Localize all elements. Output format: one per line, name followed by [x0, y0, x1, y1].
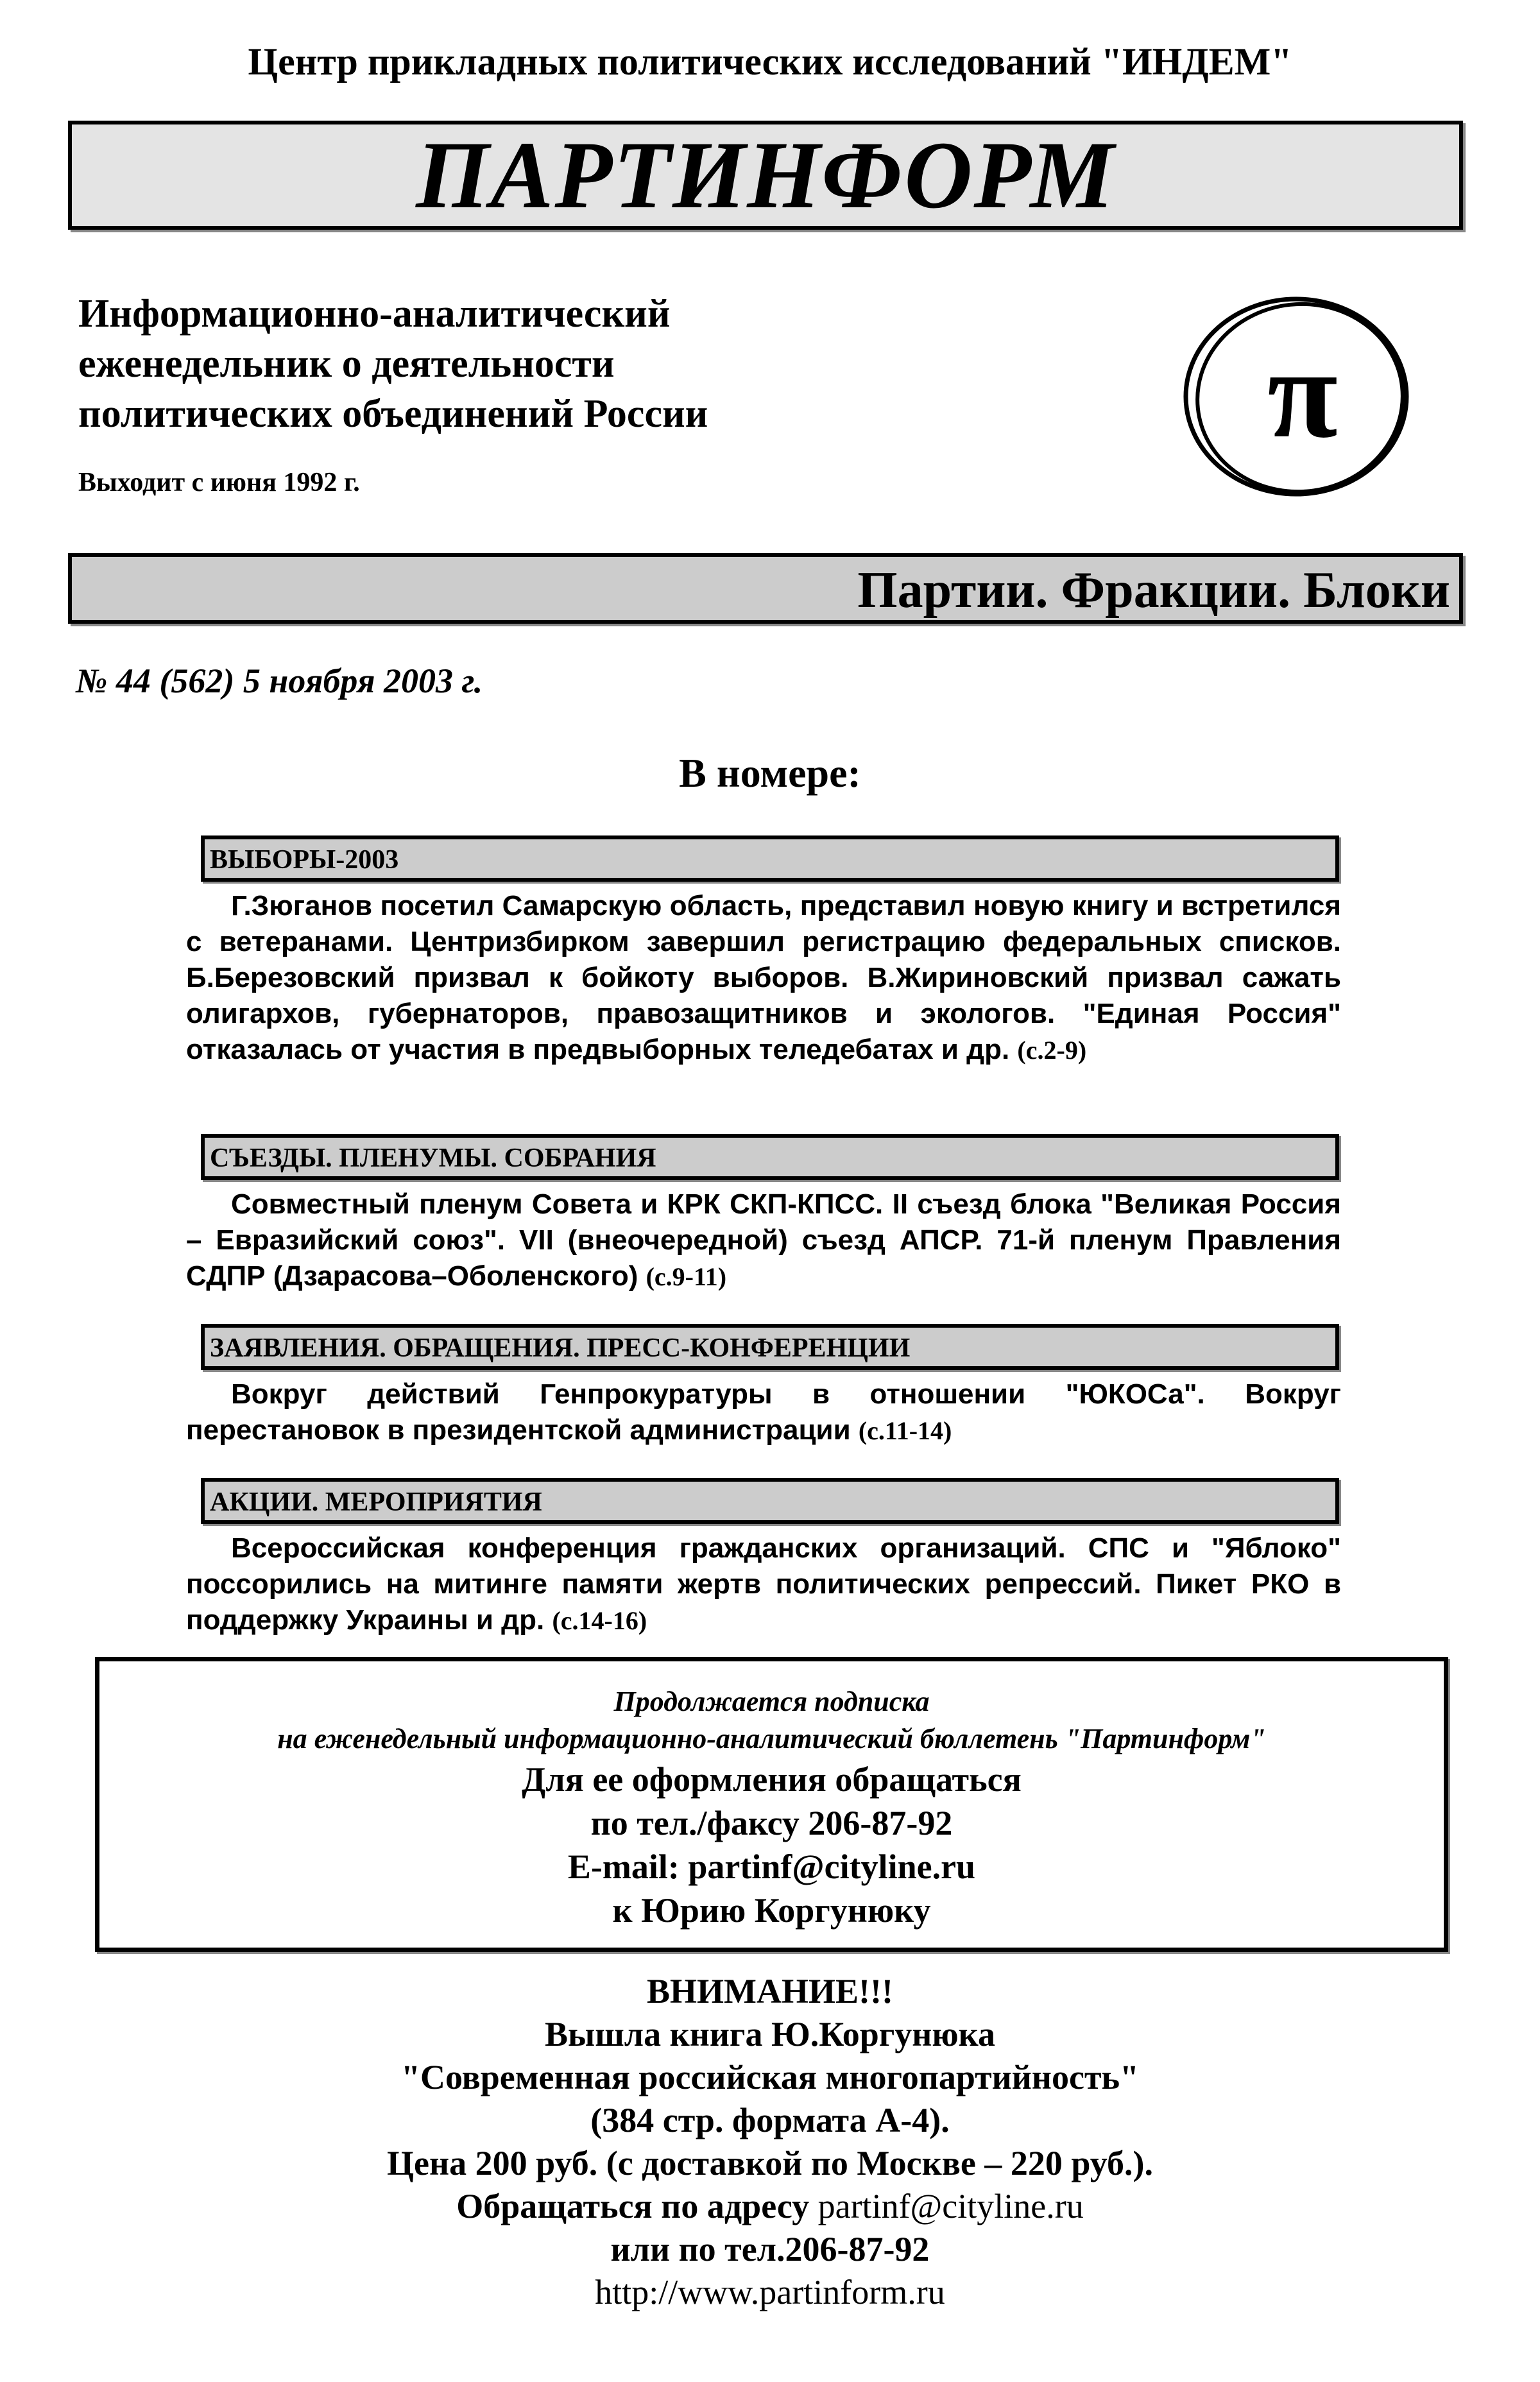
description-line: еженедельник о деятельности [78, 342, 615, 386]
published-since: Выходит с июня 1992 г. [78, 468, 360, 497]
section-title: АКЦИИ. МЕРОПРИЯТИЯ [210, 1487, 542, 1517]
contents-heading: В номере: [679, 750, 861, 796]
section-header [201, 1478, 1339, 1524]
book-announcement [0, 1970, 1540, 2314]
logo-symbol: π [1267, 323, 1338, 465]
issue-number-date: № 44 (562) 5 ноября 2003 г. [76, 662, 483, 700]
section-title: ЗАЯВЛЕНИЯ. ОБРАЩЕНИЯ. ПРЕСС-КОНФЕРЕНЦИИ [210, 1333, 911, 1363]
page-reference: (с.11-14) [858, 1416, 952, 1445]
organization-header: Центр прикладных политических исследований "ИНДЕМ" [248, 40, 1292, 83]
summary-text: Вокруг действий Генпрокуратуры в отношении "ЮКОСа". Вокруг перестановок в президентской администрации [186, 1378, 1341, 1446]
summary-text: Совместный пленум Совета и КРК СКП-КПСС. II съезд блока "Великая Россия – Евразийский союз". VII (внеочередной) съезд АПСР. 71-й пленум Правления СДПР (Дзарасова–Оболенского) [186, 1188, 1341, 1292]
book-title: "Современная российская многопартийность" [400, 2058, 1140, 2096]
page-reference: (с.14-16) [552, 1606, 647, 1635]
rubric-title: Партии. Фракции. Блоки [857, 562, 1450, 619]
contents-section-congresses [186, 1134, 1341, 1295]
contact-email-link[interactable]: partinf@cityline.ru [817, 2187, 1084, 2225]
subscription-email[interactable]: E-mail: partinf@cityline.ru [567, 1847, 976, 1886]
pi-circle-logo-icon [1181, 287, 1418, 506]
book-line: Вышла книга Ю.Коргунюка [545, 2015, 995, 2053]
contents-section-elections [186, 835, 1341, 1068]
section-header [201, 835, 1339, 882]
section-title: ВЫБОРЫ-2003 [210, 845, 399, 875]
contents-section-actions [186, 1478, 1341, 1639]
attention-heading: ВНИМАНИЕ!!! [647, 1972, 893, 2010]
description-line: политических объединений России [78, 392, 708, 436]
contact-phone: или по тел.206-87-92 [610, 2230, 930, 2268]
section-summary [186, 1187, 1341, 1295]
page-reference: (с.2-9) [1017, 1036, 1087, 1065]
section-summary [186, 888, 1341, 1068]
section-summary [186, 1376, 1341, 1449]
subscription-line: Для ее оформления обращаться [522, 1760, 1022, 1799]
contact-prefix: Обращаться по адресу [456, 2187, 818, 2225]
contents-section-statements [186, 1324, 1341, 1449]
subscription-phone: по тел./факсу 206-87-92 [590, 1804, 953, 1842]
subscription-line: на еженедельный информационно-аналитический бюллетень "Партинформ" [277, 1723, 1266, 1754]
section-header [201, 1324, 1339, 1370]
masthead-title: ПАРТИНФОРМ [415, 122, 1116, 228]
section-title: СЪЕЗДЫ. ПЛЕНУМЫ. СОБРАНИЯ [210, 1144, 656, 1173]
section-summary [186, 1530, 1341, 1639]
subscription-line: Продолжается подписка [613, 1686, 930, 1717]
rubric-banner [68, 553, 1463, 624]
section-header [201, 1134, 1339, 1180]
publication-description [78, 289, 708, 439]
subscription-box [95, 1657, 1448, 1952]
summary-text: Всероссийская конференция гражданских организаций. СПС и "Яблоко" поссорились на митинге памяти жертв политических репрессий. Пикет РКО в поддержку Украины и др. [186, 1532, 1341, 1636]
subscription-contact-person: к Юрию Коргунюку [612, 1891, 931, 1930]
description-line: Информационно-аналитический [78, 292, 671, 336]
book-price: Цена 200 руб. (с доставкой по Москве – 220 руб.). [387, 2144, 1153, 2182]
summary-text: Г.Зюганов посетил Самарскую область, представил новую книгу и встретился с ветеранами. Центризбирком завершил регистрацию федеральных списков. Б.Березовский призвал к бойкоту выборов. В.Жириновский призвал сажать олигархов, губернаторов, правозащитников и экологов. "Единая Россия" отказалась от участия в предвыборных теледебатах и др. [186, 890, 1341, 1065]
website-link[interactable]: http://www.partinform.ru [595, 2273, 945, 2311]
page-reference: (с.9-11) [646, 1262, 727, 1291]
book-format: (384 стр. формата А-4). [590, 2101, 950, 2139]
masthead-box [68, 121, 1463, 230]
